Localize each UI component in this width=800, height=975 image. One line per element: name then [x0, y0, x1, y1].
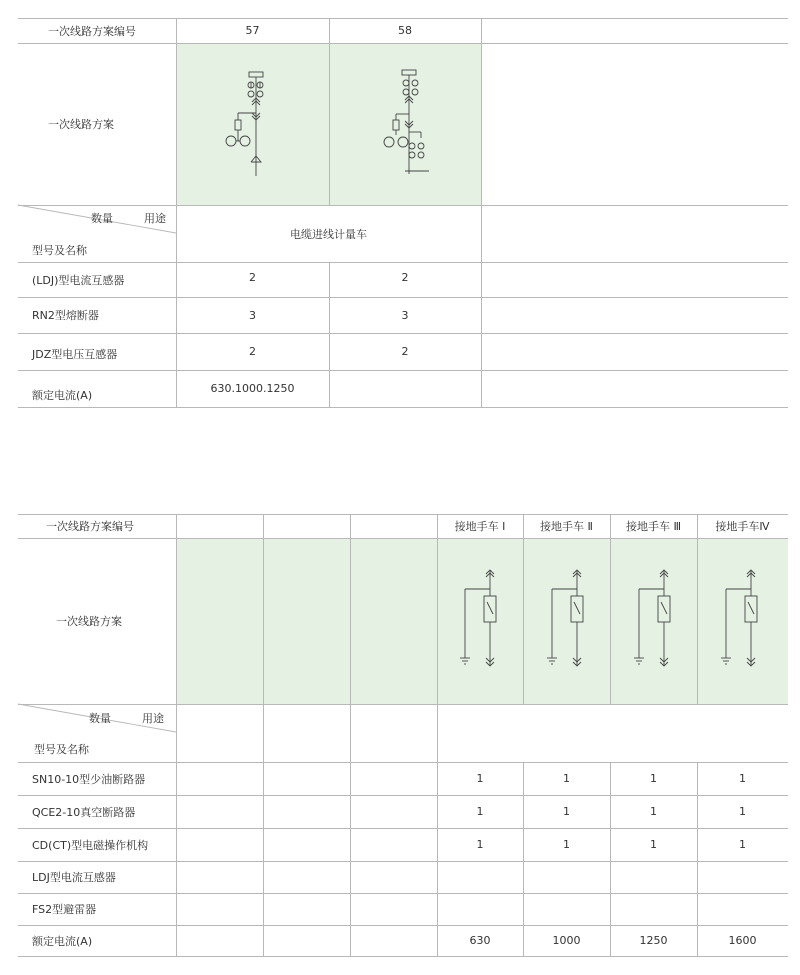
diag-use-label: 用途: [142, 712, 164, 725]
row-name-ldj: LDJ型电流互感器: [32, 871, 116, 884]
row-value: 2: [249, 270, 256, 284]
row-name-rated-current: 额定电流(A): [32, 388, 93, 402]
row-value: 1000: [552, 934, 581, 947]
scheme-diagram-label: 一次线路方案: [48, 118, 114, 131]
scheme-number-58: 58: [398, 24, 412, 37]
row-value: 2: [249, 345, 256, 358]
row-value: 1: [563, 838, 570, 851]
scheme-57-diagram: [216, 66, 296, 181]
purpose-cell: 电缆进线计量车: [290, 227, 367, 241]
scheme-number-label: 一次线路方案编号: [48, 24, 136, 38]
row-value: 1: [650, 838, 657, 851]
row-value: 1: [739, 805, 746, 818]
row-value: 2: [401, 345, 409, 358]
row-value: 630.1000.1250: [210, 381, 295, 395]
row-name-qce2: QCE2-10真空断路器: [32, 805, 136, 819]
row-value: 2: [401, 270, 409, 284]
row-name-jdz-pt: JDZ型电压互感器: [32, 347, 118, 361]
row-value: 3: [401, 308, 409, 322]
row-value: [329, 370, 481, 406]
scheme-number-grounding-cart-2: 接地手车 Ⅱ: [540, 520, 593, 533]
scheme-number-57: 57: [245, 24, 260, 37]
grounding-cart-4-diagram: [716, 568, 776, 673]
row-value: 630: [469, 934, 491, 947]
row-value: 1: [739, 772, 746, 785]
row-name-rated-current: 额定电流(A): [32, 934, 93, 948]
row-value: 1: [476, 838, 484, 851]
row-name-ldj-ct: (LDJ)型电流互感器: [32, 273, 125, 287]
row-name-cd-ct: CD(CT)型电磁操作机构: [32, 838, 149, 852]
row-value: 1250: [639, 934, 668, 947]
scheme-number: [263, 514, 350, 538]
scheme-number-label: 一次线路方案编号: [46, 520, 134, 533]
grounding-cart-3-diagram: [629, 568, 689, 673]
row-value: 3: [249, 308, 256, 322]
diag-model-label: 型号及名称: [34, 743, 89, 756]
row-value: 1: [563, 772, 570, 785]
row-value: 1: [563, 805, 570, 818]
row-value: 1: [650, 805, 657, 818]
diag-quantity-label: 数量: [91, 212, 113, 225]
grounding-cart-1-diagram: [455, 568, 515, 673]
diag-quantity-label: 数量: [89, 712, 111, 725]
row-value: 1: [650, 772, 657, 785]
row-value: 1600: [728, 934, 757, 947]
scheme-number-grounding-cart-4: 接地手车Ⅳ: [715, 520, 770, 533]
scheme-number-grounding-cart-3: 接地手车 Ⅲ: [625, 520, 682, 533]
scheme-number-grounding-cart-1: 接地手车 Ⅰ: [454, 520, 506, 533]
diag-use-label: 用途: [144, 212, 166, 225]
scheme-number: [350, 514, 437, 538]
row-name-rn2-fuse: RN2型熔断器: [32, 309, 99, 322]
row-value: 1: [476, 805, 484, 818]
row-value: 1: [476, 772, 484, 785]
scheme-58-diagram: [369, 66, 449, 181]
diag-model-label: 型号及名称: [32, 244, 87, 257]
row-value: 1: [739, 838, 746, 851]
scheme-number: [176, 514, 263, 538]
row-name-fs2: FS2型避雷器: [32, 903, 97, 916]
row-name-sn10: SN10-10型少油断路器: [32, 772, 146, 786]
scheme-diagram-label: 一次线路方案: [56, 615, 122, 628]
grounding-cart-2-diagram: [542, 568, 602, 673]
